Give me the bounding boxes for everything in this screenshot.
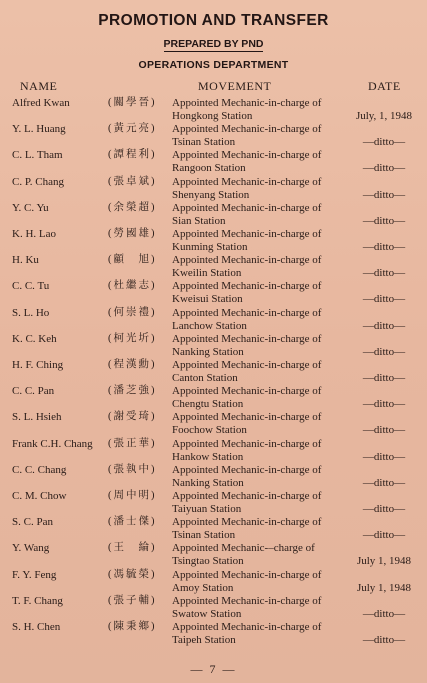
movement	[172, 228, 321, 254]
movement	[172, 359, 321, 385]
list-item	[0, 252, 427, 278]
column-header-movement: MOVEMENT	[198, 79, 272, 93]
person-name: Y. L. Huang	[12, 123, 66, 136]
movement-line-1: Appointed Mechanic-in-charge of	[172, 201, 322, 214]
effective-date: —ditto—	[362, 450, 406, 463]
movement	[172, 542, 315, 568]
effective-date: —ditto—	[362, 319, 406, 332]
list-item	[0, 514, 427, 540]
movement-line-2: Kunming Station	[172, 241, 248, 253]
movement-line-2: Hankow Station	[172, 450, 244, 463]
list-item	[0, 305, 427, 331]
effective-date: —ditto—	[362, 398, 406, 411]
movement-line-1: Appointed Mechanic-–charge of	[172, 542, 315, 555]
movement-line-1: Appointed Mechanic-in-charge of	[172, 621, 322, 633]
movement-line-2: Lanchow Station	[172, 319, 247, 332]
movement-line-1: Appointed Mechanic-in-charge of	[172, 254, 322, 267]
person-name: Y. Wang	[12, 542, 50, 555]
person-name: C. P. Chang	[12, 175, 64, 188]
effective-date: July 1, 1948	[356, 555, 412, 568]
effective-date: —ditto—	[362, 476, 406, 489]
person-chinese-name: (張子輔)	[108, 594, 157, 606]
effective-date: —ditto—	[362, 372, 406, 384]
list-item	[0, 121, 427, 147]
list-item	[0, 488, 427, 514]
person-chinese-name: (杜繼志)	[108, 280, 157, 292]
effective-date: —ditto—	[362, 607, 406, 620]
effective-date: —ditto—	[362, 529, 406, 542]
column-header-date: DATE	[368, 79, 401, 93]
list-item	[0, 357, 427, 383]
movement-line-2: Amoy Station	[172, 581, 234, 594]
person-name: S. L. Hsieh	[12, 411, 62, 424]
movement	[172, 333, 321, 359]
person-name: C. L. Tham	[12, 149, 63, 162]
person-name: S. C. Pan	[12, 516, 53, 529]
movement-line-1: Appointed Mechanic-in-charge of	[172, 411, 322, 424]
list-item	[0, 331, 427, 357]
movement	[172, 490, 321, 516]
movement-line-1: Appointed Mechanic-in-charge of	[172, 463, 322, 476]
movement	[172, 280, 321, 306]
movement	[172, 411, 321, 437]
person-name: K. C. Keh	[12, 332, 57, 345]
person-name: K. H. Lao	[12, 228, 56, 240]
movement	[172, 385, 321, 411]
person-name: Frank C.H. Chang	[12, 437, 93, 450]
movement	[172, 97, 321, 123]
movement	[172, 595, 321, 621]
list-item	[0, 200, 427, 226]
column-header-name: NAME	[20, 79, 58, 93]
person-chinese-name: (陳秉鄉)	[108, 621, 157, 632]
person-chinese-name: (顧 旭)	[108, 254, 157, 266]
movement	[172, 569, 321, 595]
list-item	[0, 174, 427, 200]
list-item	[0, 147, 427, 173]
movement-line-2: Tsinan Station	[172, 529, 236, 542]
movement-line-1: Appointed Mechanic-in-charge of	[172, 516, 322, 529]
effective-date: —ditto—	[362, 634, 406, 646]
prepared-by-text: PREPARED BY PND	[163, 38, 264, 50]
list-item	[0, 619, 427, 645]
movement-line-2: Swatow Station	[172, 607, 242, 620]
movement-line-2: Foochow Station	[172, 424, 247, 437]
effective-date: —ditto—	[362, 267, 406, 280]
movement-line-2: Nanking Station	[172, 476, 244, 489]
person-name: F. Y. Feng	[12, 568, 57, 581]
list-item	[0, 95, 427, 121]
person-name: S. L. Ho	[12, 306, 50, 319]
movement-line-1: Appointed Mechanic-in-charge of	[172, 594, 322, 607]
movement-line-1: Appointed Mechanic-in-charge of	[172, 490, 322, 502]
movement-line-2: Hongkong Station	[172, 110, 253, 122]
movement-line-2: Sian Station	[172, 214, 226, 227]
movement	[172, 202, 321, 228]
person-name: C. C. Tu	[12, 280, 50, 293]
movement-line-2: Kweisui Station	[172, 293, 243, 306]
person-chinese-name: (謝受琦)	[108, 411, 157, 423]
person-chinese-name: (何崇禮)	[108, 306, 157, 318]
movement-line-1: Appointed Mechanic-in-charge of	[172, 437, 322, 450]
person-chinese-name: (程漢勳)	[108, 359, 157, 370]
movement-line-2: Canton Station	[172, 372, 238, 384]
person-chinese-name: (潘士傑)	[108, 516, 157, 528]
person-name: C. C. Pan	[12, 385, 55, 398]
movement	[172, 123, 321, 149]
person-chinese-name: (柯光圻)	[108, 332, 157, 344]
movement-line-2: Rangoon Station	[172, 162, 246, 175]
list-item	[0, 409, 427, 435]
movement-line-2: Taipeh Station	[172, 634, 236, 646]
list-item	[0, 540, 427, 566]
person-chinese-name: (黃元亮)	[108, 123, 157, 135]
person-name: Alfred Kwan	[12, 97, 70, 109]
effective-date: —ditto—	[362, 503, 406, 515]
movement-line-2: Taiyuan Station	[172, 503, 242, 515]
movement-line-2: Shenyang Station	[172, 188, 250, 201]
person-name: H. Ku	[12, 254, 39, 267]
person-chinese-name: (潘芝強)	[108, 385, 157, 397]
movement-line-1: Appointed Mechanic-in-charge of	[172, 97, 322, 109]
list-item	[0, 436, 427, 462]
list-item	[0, 383, 427, 409]
person-name: H. F. Ching	[12, 359, 64, 371]
list-item	[0, 462, 427, 488]
person-name: T. F. Chang	[12, 594, 63, 607]
person-chinese-name: (張正華)	[108, 437, 157, 449]
person-chinese-name: (王 綸)	[108, 542, 157, 554]
effective-date: —ditto—	[362, 188, 406, 201]
effective-date: —ditto—	[362, 241, 406, 253]
movement-line-2: Tsingtao Station	[172, 555, 244, 568]
movement-line-1: Appointed Mechanic-in-charge of	[172, 385, 322, 398]
movement-line-1: Appointed Mechanic-in-charge of	[172, 149, 322, 162]
movement-line-1: Appointed Mechanic-in-charge of	[172, 306, 322, 319]
movement	[172, 464, 321, 490]
movement	[172, 176, 321, 202]
movement-line-2: Chengtu Station	[172, 398, 244, 411]
page-number: — 7 —	[190, 662, 237, 676]
effective-date: —ditto—	[362, 162, 406, 175]
effective-date: —ditto—	[362, 136, 406, 149]
effective-date: —ditto—	[362, 345, 406, 358]
movement-line-1: Appointed Mechanic-in-charge of	[172, 568, 322, 581]
person-chinese-name: (關學晉)	[108, 97, 157, 108]
movement-line-1: Appointed Mechanic-in-charge of	[172, 280, 322, 293]
person-chinese-name: (周中明)	[108, 490, 157, 501]
person-name: S. H. Chen	[12, 621, 61, 633]
movement-line-1: Appointed Mechanic-in-charge of	[172, 359, 322, 371]
page-title: PROMOTION AND TRANSFER	[98, 12, 329, 29]
list-item	[0, 567, 427, 593]
effective-date: —ditto—	[362, 214, 406, 227]
movement	[172, 516, 321, 542]
effective-date: —ditto—	[362, 293, 406, 306]
person-chinese-name: (余榮超)	[108, 201, 157, 213]
person-chinese-name: (張執中)	[108, 463, 157, 475]
effective-date: —ditto—	[362, 424, 406, 437]
movement-line-1: Appointed Mechanic-in-charge of	[172, 123, 322, 136]
person-name: Y. C. Yu	[12, 201, 49, 214]
movement	[172, 307, 321, 333]
person-chinese-name: (勞國雄)	[108, 228, 157, 239]
movement-line-2: Kweilin Station	[172, 267, 242, 280]
list-item	[0, 278, 427, 304]
person-chinese-name: (馮毓榮)	[108, 568, 157, 580]
movement	[172, 149, 321, 175]
list-item	[0, 593, 427, 619]
prepared-by	[0, 38, 427, 50]
movement-line-1: Appointed Mechanic-in-charge of	[172, 175, 322, 188]
department-title: OPERATIONS DEPARTMENT	[138, 59, 289, 71]
person-chinese-name: (張卓斌)	[108, 175, 157, 187]
person-name: C. M. Chow	[12, 490, 67, 502]
movement	[172, 438, 321, 464]
movement	[172, 254, 321, 280]
effective-date: July, 1, 1948	[355, 110, 413, 122]
person-name: C. C. Chang	[12, 463, 67, 476]
movement-line-2: Tsinan Station	[172, 136, 236, 149]
movement-line-1: Appointed Mechanic-in-charge of	[172, 228, 322, 240]
list-item	[0, 226, 427, 252]
person-chinese-name: (譚程利)	[108, 149, 157, 161]
movement-line-1: Appointed Mechanic-in-charge of	[172, 332, 322, 345]
movement-line-2: Nanking Station	[172, 345, 244, 358]
effective-date: July 1, 1948	[356, 581, 412, 594]
movement	[172, 621, 321, 647]
